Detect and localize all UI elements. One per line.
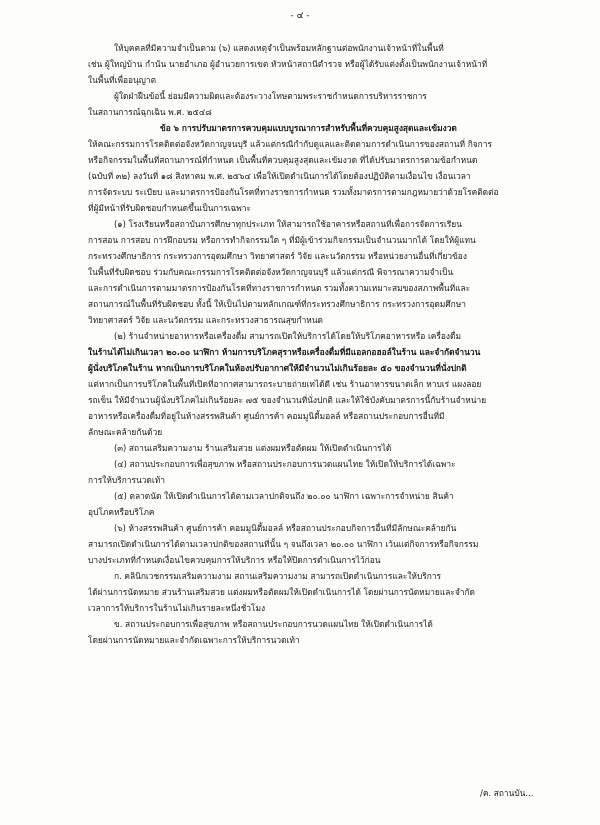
paragraph-line: บางประเภทที่กำหนดเงื่อนไขควบคุมการให้บริการ หรือให้ปิดการดำเนินการไว้ก่อน [88,555,381,565]
paragraph-line-bold: ในร้านได้ไม่เกินเวลา ๒๐.๐๐ นาฬิกา ห้ามการบริโภคสุราหรือเครื่องดื่มที่มีแอลกอฮอล์ในร้าน และจำกัดจำนวน [88,347,481,357]
paragraph-line: อุปโภคหรือบริโภค [88,507,155,517]
item-market: (๕) ตลาดนัด ให้เปิดดำเนินการได้ตามเวลาปกติจนถึง ๒๐.๐๐ นาฬิกา เฉพาะการจำหน่าย สินค้า [114,491,454,501]
sub-item-health-spa: ข. สถานประกอบการเพื่อสุขภาพ หรือสถานประกอบการนวดแผนไทย ให้เปิดดำเนินการได้ [114,619,433,629]
paragraph-line: โดยผ่านการนัดหมายและจำกัดเฉพาะการให้บริการนวดเท้า [88,635,300,645]
paragraph-line: กระทรวงศึกษาธิการ กระทรวงการอุดมศึกษา วิทยาศาสตร์ วิจัย และนวัตกรรม หรือหน่วยงานอื่นที่เกี่ยวข้อง [88,251,467,261]
document-body [0,40,600,648]
section-heading: ข้อ ๖ การปรับมาตรการควบคุมแบบบูรณาการสำหรับพื้นที่ควบคุมสูงสุดและเข้มงวด [160,123,457,133]
paragraph-line: การสอน การสอบ การฝึกอบรม หรือการทำกิจกรรมใด ๆ ที่มีผู้เข้าร่วมกิจกรรมเป็นจำนวนมากได้ โดยให้ผู้แทน [88,235,476,245]
paragraph-line: ให้คณะกรรมการโรคติดต่อจังหวัดกาญจนบุรี แล้วแต่กรณีกำกับดูแลและติดตามการดำเนินการของสถานที่ กิจการ [88,139,492,149]
page-number: - ๔ - [290,11,310,21]
item-massage: (๔) สถานประกอบการเพื่อสุขภาพ หรือสถานประกอบการนวดแผนไทย ให้เปิดให้บริการได้เฉพาะ [114,459,456,469]
item-department-store: (๖) ห้างสรรพสินค้า ศูนย์การค้า คอมมูนิตี้มอลล์ หรือสถานประกอบกิจการอื่นที่มีลักษณะคล้ายกัน [114,523,457,533]
paragraph-line: อาหารหรือเครื่องดื่มที่อยู่ในห้างสรรพสินค้า ศูนย์การค้า คอมมูนิตี้มอลล์ หรือสถานประกอบการอื่นที่มี [88,411,445,421]
paragraph-line: ในพื้นที่เพื่ออนุญาต [88,75,157,85]
paragraph-line: สถานการณ์ในพื้นที่รับผิดชอบ ทั้งนี้ ให้เป็นไปตามหลักเกณฑ์ที่กระทรวงศึกษาธิการ กระทรวงการอุดมศึกษา [88,299,466,309]
paragraph-line: (ฉบับที่ ๓๒) ลงวันที่ ๑๘ สิงหาคม พ.ศ. ๒๕๖๔ เพื่อให้เปิดดำเนินการได้โดยต้องปฏิบัติตามเงื่อนไข เงื่อนเวลา [88,171,471,181]
paragraph-line: เช่น ผู้ใหญ่บ้าน กำนัน นายอำเภอ ผู้อำนวยการเขต หัวหน้าสถานีตำรวจ หรือผู้ได้รับแต่งตั้งเป็นพนักงานเจ้าหน้าที่ [88,59,488,69]
paragraph-line: วิทยาศาสตร์ วิจัย และนวัตกรรม และกระทรวงสาธารณสุขกำหนด [88,315,323,325]
paragraph-line: เวลาการให้บริการในร้านไม่เกินรายละหนึ่งชั่วโมง [88,603,266,613]
paragraph-line: ได้ผ่านการนัดหมาย ส่วนร้านเสริมสวย แต่งผมหรือตัดผมให้เปิดดำเนินการได้ โดยผ่านการนัดหมายและจำกัด [88,587,475,597]
item-beauty-salon: (๓) สถานเสริมความงาม ร้านเสริมสวย แต่งผมหรือตัดผม ให้เปิดดำเนินการได้ [114,443,392,453]
paragraph-line: ลักษณะคล้ายกันด้วย [88,427,163,437]
sub-item-clinic: ก. คลินิกเวชกรรมเสริมความงาม สถานเสริมความงาม สามารถเปิดดำเนินการและให้บริการ [114,571,442,581]
paragraph-line: การจัดระบบ ระเบียบ และมาตรการป้องกันโรคที่ทางราชการกำหนด รวมทั้งมาตรการตามกฎหมายว่าด้วยโรคติดต่อ [88,187,499,197]
paragraph-line: การให้บริการนวดเท้า [88,475,165,485]
item-restaurant: (๒) ร้านจำหน่ายอาหารหรือเครื่องดื่ม สามารถเปิดให้บริการได้โดยให้บริโภคอาหารหรือ เครื่องดื่ม [114,331,461,341]
paragraph-line: ในพื้นที่รับผิดชอบ ร่วมกับคณะกรรมการโรคติดต่อจังหวัดกาญจนบุรี แล้วแต่กรณี พิจารณาความจำเป็น [88,267,454,277]
paragraph-line: ผู้ใดฝ่าฝืนข้อนี้ ย่อมมีความผิดและต้องระวางโทษตามพระราชกำหนดการบริหารราชการ [114,91,427,101]
paragraph-line: และการดำเนินการตามมาตรการป้องกันโรคที่ทางราชการกำหนด รวมทั้งความเหมาะสมของสภาพพื้นที่และ [88,283,471,293]
paragraph-line-bold: ผู้นั่งบริโภคในร้าน หากเป็นการบริโภคในห้องปรับอากาศให้มีจำนวนไม่เกินร้อยละ ๕๐ ของจำนวนที่นั่งปกติ [88,363,467,373]
paragraph-line: หรือกิจกรรมในพื้นที่สถานการณ์ที่กำหนด เป็นพื้นที่ควบคุมสูงสุดและเข้มงวด ที่ได้ปรับมาตรการตามข้อกำหนด [88,155,478,165]
paragraph-line: รถเข็น ให้มีจำนวนผู้นั่งบริโภคไม่เกินร้อยละ ๗๕ ของจำนวนที่นั่งปกติ และให้ใช้บังคับมาตรการนี้กับร้านจำหน่าย [88,395,487,405]
paragraph-line: ในสถานการณ์ฉุกเฉิน พ.ศ. ๒๕๔๘ [88,107,212,117]
paragraph-line: ให้บุคคลที่มีความจำเป็นตาม (๖) แสดงเหตุจำเป็นพร้อมหลักฐานต่อพนักงานเจ้าหน้าที่ในพื้นที่ [114,43,444,53]
item-school: (๑) โรงเรียนหรือสถาบันการศึกษาทุกประเภท ให้สามารถใช้อาคารหรือสถานที่เพื่อการจัดการเรียน [114,219,462,229]
continuation-marker: /ค. สถานบัน... [480,788,534,798]
paragraph-line: สามารถเปิดดำเนินการได้ตามเวลาปกติของสถานที่นั้น ๆ จนถึงเวลา ๒๐.๐๐ นาฬิกา เว้นแต่กิจการหรือกิจกรรม [88,539,479,549]
paragraph-line: ที่ผู้มีหน้าที่รับผิดชอบกำหนดขึ้นเป็นการเฉพาะ [88,203,251,213]
paragraph-line: แต่หากเป็นการบริโภคในพื้นที่เปิดที่อากาศสามารถระบายถ่ายเทได้ดี เช่น ร้านอาหารขนาดเล็ก หาบเร่ แผงลอย [88,379,482,389]
